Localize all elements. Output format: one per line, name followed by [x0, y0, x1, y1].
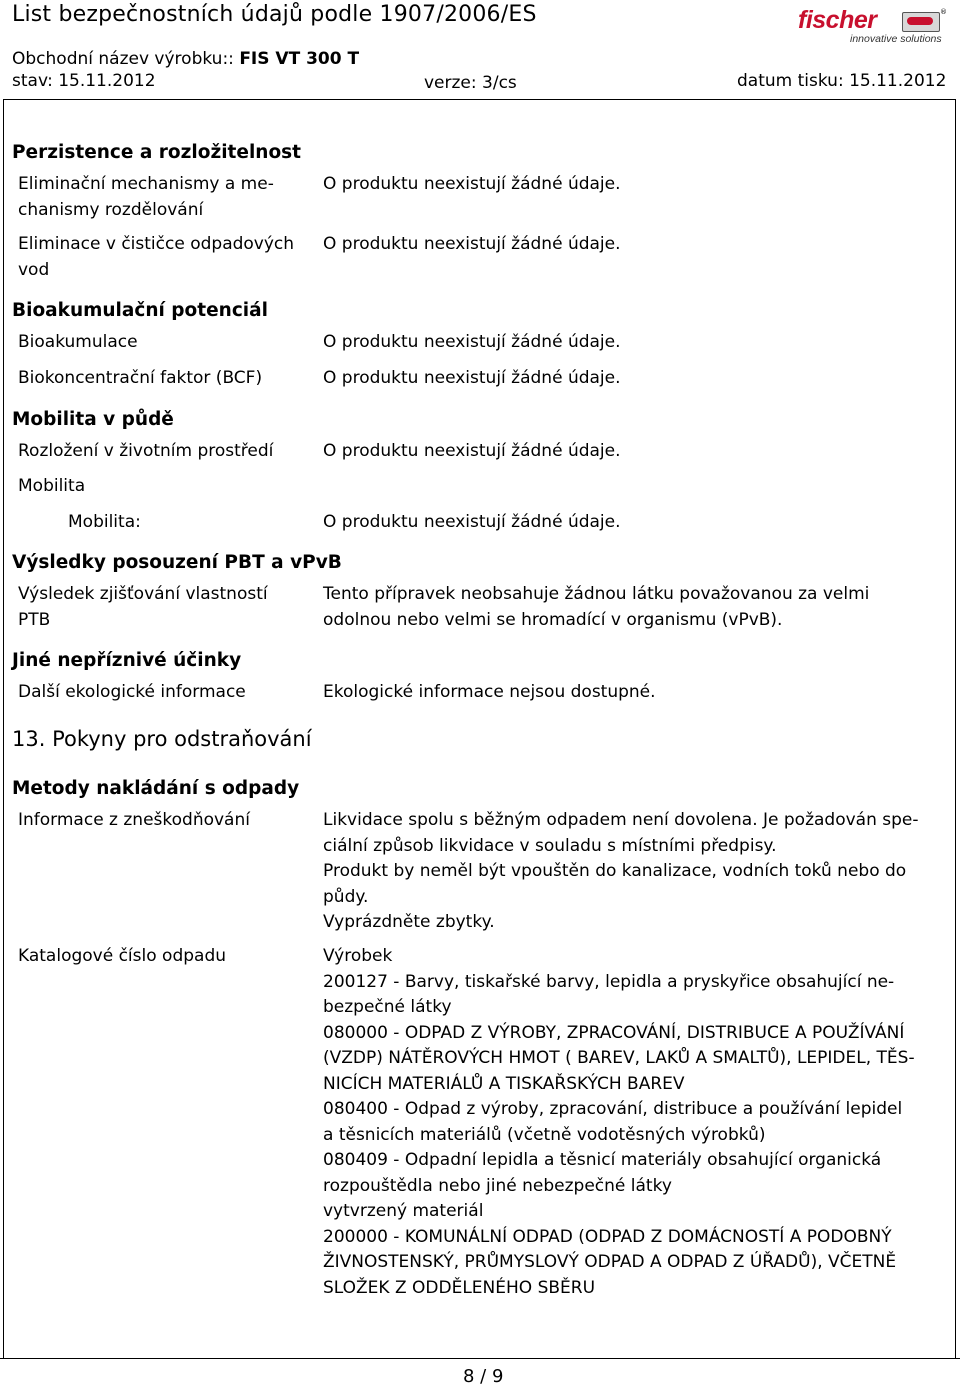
product-label: Obchodní název výrobku::	[12, 49, 234, 69]
persistence-row-label: Eliminace v čističce odpadových vod	[18, 234, 295, 280]
version: verze: 3/cs	[424, 73, 517, 93]
mobility-row-label: Mobilita	[18, 476, 86, 496]
disposal-text: Likvidace spolu s běžným odpadem není dovolena. Je požadován spe- ciální způsob likvidace v souladu s místními předpisy. Produkt by neměl být vpouštěn do kanalizace, vodních toků nebo do půdy. Vyprázdněte zbytky.	[323, 810, 919, 932]
bioaccumulation-row-label: Biokoncentrační faktor (BCF)	[18, 368, 263, 388]
chapter-13-title: 13. Pokyny pro odstraňování	[12, 727, 312, 751]
bioaccumulation-row-value: O produktu neexistují žádné údaje.	[323, 368, 621, 388]
pbt-value: Tento přípravek neobsahuje žádnou látku považovanou za velmi odolnou nebo velmi se hromadící v organismu (vPvB).	[323, 584, 870, 630]
logo-tagline: innovative solutions	[850, 33, 942, 45]
page-number: 8 / 9	[463, 1366, 504, 1387]
disposal-label: Informace z zneškodňování	[18, 810, 250, 830]
other-effects-heading: Jiné nepříznivé účinky	[12, 650, 242, 671]
product-name: FIS VT 300 T	[239, 49, 360, 69]
fischer-logo	[798, 6, 948, 46]
status-date: stav: 15.11.2012	[12, 71, 156, 91]
product-line	[12, 49, 359, 69]
mobility-sub-label: Mobilita:	[68, 512, 141, 532]
pbt-heading: Výsledky posouzení PBT a vPvB	[12, 552, 342, 573]
persistence-row-value: O produktu neexistují žádné údaje.	[323, 174, 621, 194]
document-title: List bezpečnostních údajů podle 1907/2006/ES	[12, 2, 537, 27]
pbt-label: Výsledek zjišťování vlastností PTB	[18, 584, 268, 630]
persistence-row-value: O produktu neexistují žádné údaje.	[323, 234, 621, 254]
mobility-row-value: O produktu neexistují žádné údaje.	[323, 441, 621, 461]
mobility-row-value: O produktu neexistují žádné údaje.	[323, 512, 621, 532]
bioaccumulation-row-label: Bioakumulace	[18, 332, 138, 352]
waste-heading: Metody nakládání s odpady	[12, 778, 300, 799]
logo-badge-icon	[902, 12, 940, 32]
catalog-text: Výrobek 200127 - Barvy, tiskařské barvy, lepidla a pryskyřice obsahující ne- bezpečné látky 080000 - ODPAD Z VÝROBY, ZPRACOVÁNÍ, DISTRIBUCE A POUŽÍVÁNÍ (VZDP) NÁTĚROVÝCH HMOT ( BAREV, LAKŮ A SMALTŮ), LEPIDEL, TĚS- NICÍCH MATERIÁLŮ A TISKAŘSKÝCH BAREV 080400 - Odpad z výroby, zpracování, distribuce a používání lepidel a těsnicích materiálů (včetně vodotěsných výrobků) 080409 - Odpadní lepidla a těsnicí materiály obsahující organická rozpouštědla nebo jiné nebezpečné látky vytvrzený materiál 200000 - KOMUNÁLNÍ ODPAD (ODPAD Z DOMÁCNOSTÍ A PODOBNÝ ŽIVNOSTENSKÝ, PRŮMYSLOVÝ ODPAD A ODPAD Z ÚŘADŮ), VČETNĚ SLOŽEK Z ODDĚLENÉHO SBĚRU	[323, 946, 915, 1298]
logo-wordmark: fischer	[798, 6, 877, 34]
mobility-row-label: Rozložení v životním prostředí	[18, 441, 274, 461]
persistence-heading: Perzistence a rozložitelnost	[12, 142, 302, 163]
other-effects-value: Ekologické informace nejsou dostupné.	[323, 682, 656, 702]
persistence-row-label: Eliminační mechanismy a me- chanismy rozdělování	[18, 174, 274, 220]
mobility-heading: Mobilita v půdě	[12, 409, 174, 430]
bioaccumulation-heading: Bioakumulační potenciál	[12, 300, 268, 321]
registered-mark: ®	[940, 8, 947, 16]
catalog-label: Katalogové číslo odpadu	[18, 946, 227, 966]
print-date: datum tisku: 15.11.2012	[737, 71, 947, 91]
other-effects-label: Další ekologické informace	[18, 682, 246, 702]
bioaccumulation-row-value: O produktu neexistují žádné údaje.	[323, 332, 621, 352]
footer-divider	[0, 1358, 960, 1359]
